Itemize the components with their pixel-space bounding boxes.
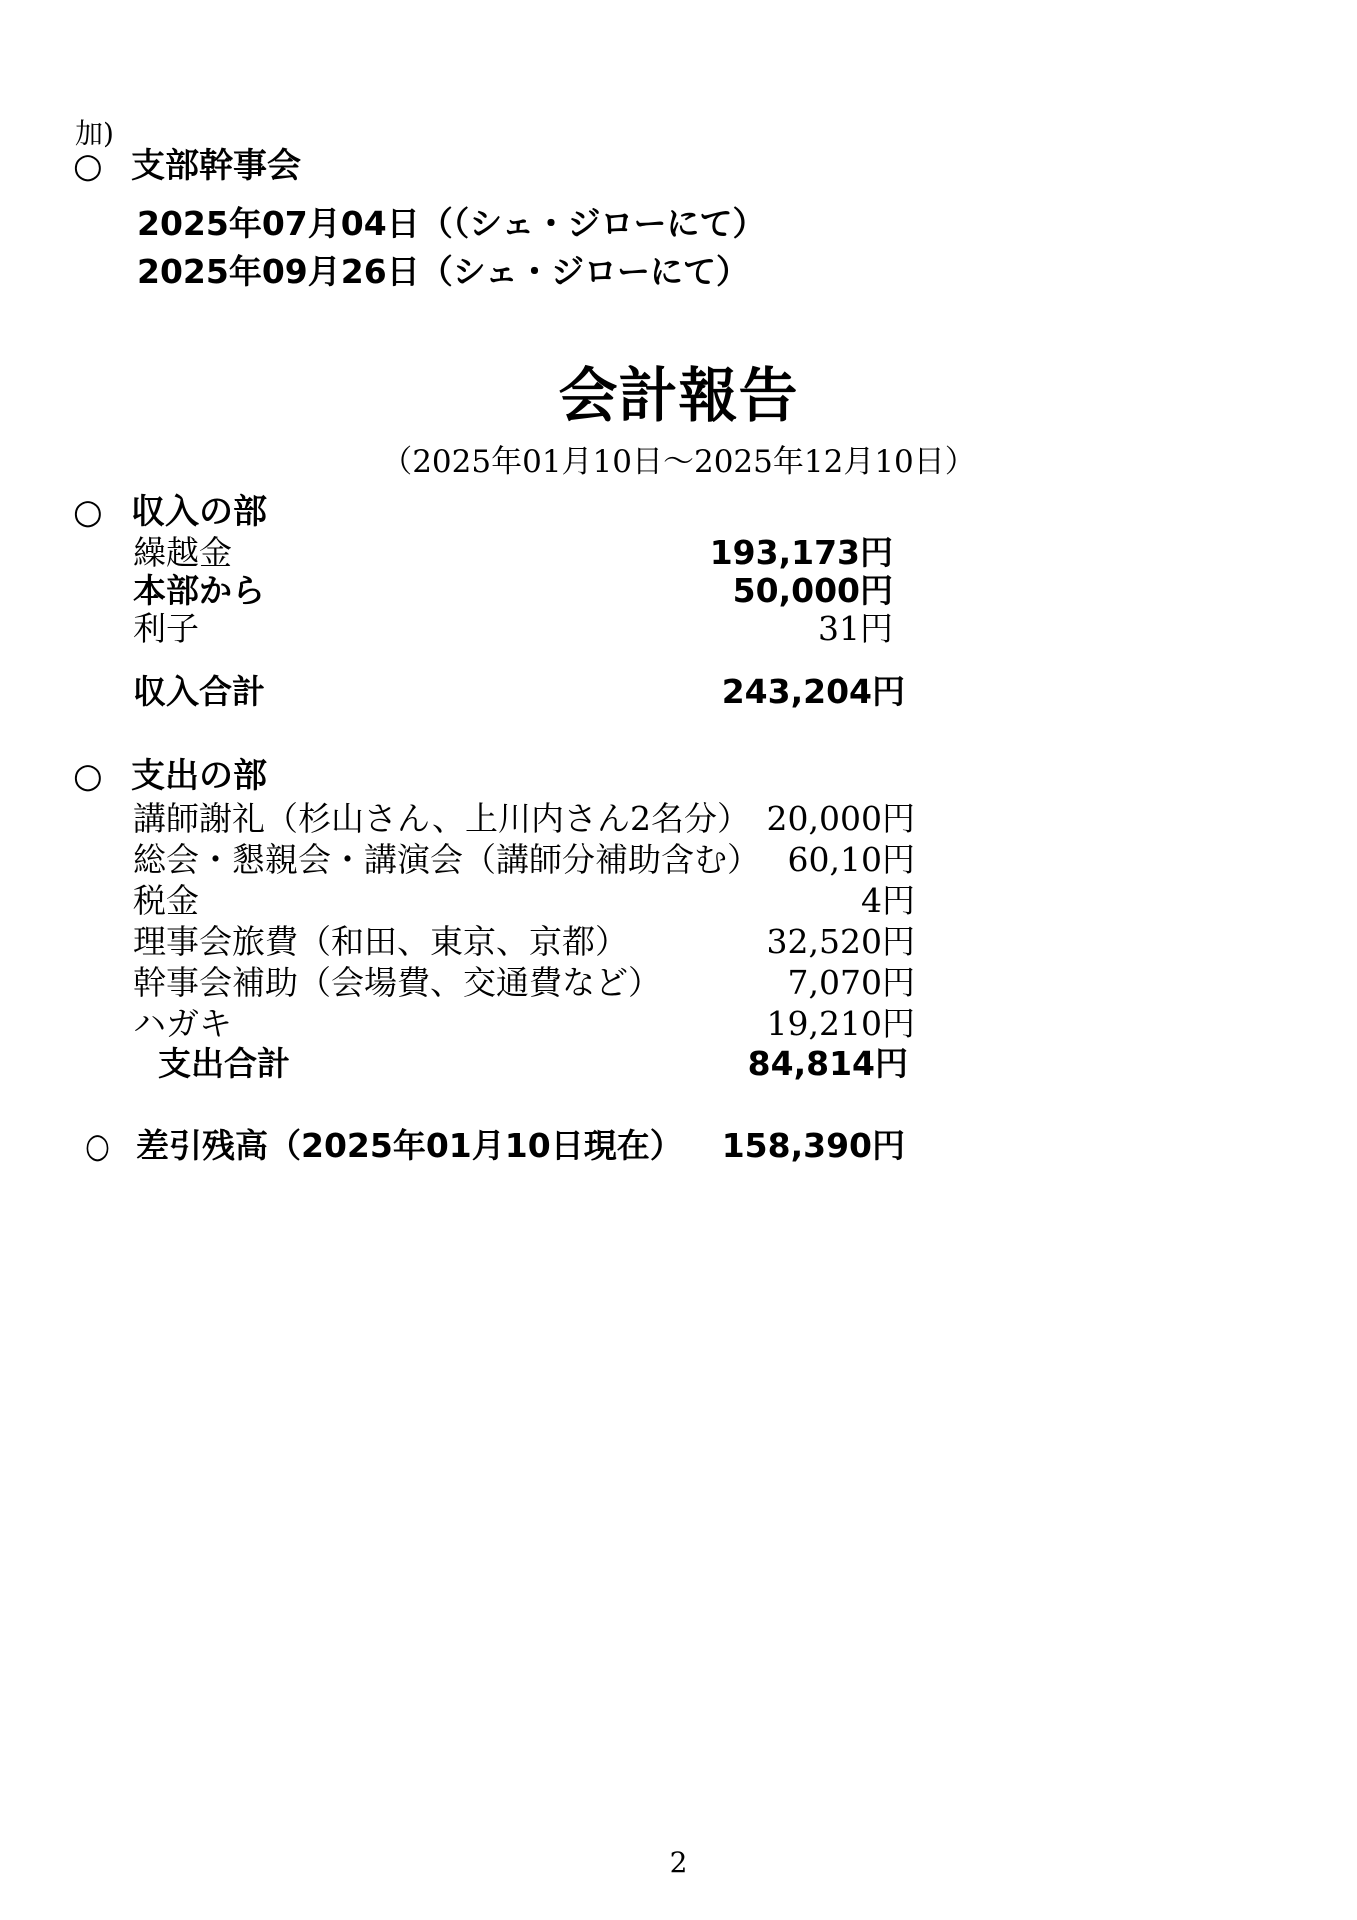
expense-row — [133, 798, 915, 839]
expense-section-heading — [73, 756, 903, 796]
bullet-circle-icon: ○ — [73, 492, 103, 532]
income-row — [133, 534, 893, 572]
bullet-circle-icon: ○ — [73, 146, 103, 186]
row-value: 19,210円 — [766, 1004, 915, 1043]
total-value: 243,204円 — [721, 672, 905, 711]
report-period: （2025年01月10日～2025年12月10日） — [381, 444, 976, 480]
expense-row — [133, 880, 915, 921]
income-row — [133, 572, 893, 610]
income-section-heading — [73, 492, 903, 532]
row-label: ハガキ — [133, 1004, 232, 1043]
row-value: 20,000円 — [766, 799, 915, 838]
bullet-circle-icon: ○ — [85, 1126, 110, 1166]
expense-row — [133, 921, 915, 962]
expense-heading: 支出の部 — [131, 756, 267, 796]
balance-row — [85, 1126, 905, 1166]
row-value: 60,10円 — [787, 840, 915, 879]
meeting-heading-row — [73, 146, 903, 186]
row-label: 本部から — [133, 571, 265, 610]
meeting-date: 2025年07月04日（（シェ・ジローにて） — [137, 204, 766, 243]
row-value: 50,000円 — [732, 571, 893, 610]
income-row — [133, 610, 893, 648]
expense-row — [133, 839, 915, 880]
row-label: 幹事会補助（会場費、交通費など） — [133, 963, 661, 1002]
income-rows — [133, 534, 893, 648]
row-label: 繰越金 — [133, 533, 232, 572]
total-value: 84,814円 — [747, 1044, 908, 1083]
expense-total — [158, 1044, 908, 1084]
income-total — [133, 672, 905, 712]
row-label: 理事会旅費（和田、東京、京都） — [133, 922, 628, 961]
page-number: 2 — [669, 1846, 688, 1879]
total-label: 収入合計 — [133, 672, 265, 711]
meeting-date: 2025年09月26日（シェ・ジローにて） — [137, 252, 750, 291]
expense-total-row — [158, 1044, 908, 1084]
row-value: 7,070円 — [787, 963, 915, 1002]
expense-heading-row — [73, 756, 903, 796]
report-title: 会計報告 — [558, 361, 799, 430]
text-fragment: 加) — [75, 117, 114, 150]
expense-rows — [133, 798, 915, 1044]
row-label: 講師謝礼（杉山さん、上川内さん2名分） — [133, 799, 750, 838]
row-label: 総会・懇親会・講演会（講師分補助含む） — [133, 840, 760, 879]
balance-value: 158,390円 — [721, 1126, 905, 1165]
total-label: 支出合計 — [158, 1044, 290, 1083]
bullet-circle-icon: ○ — [73, 756, 103, 796]
income-heading: 収入の部 — [131, 492, 267, 532]
income-total-row — [133, 672, 905, 712]
meeting-heading: 支部幹事会 — [131, 146, 301, 186]
row-label: 税金 — [133, 881, 199, 920]
row-value: 31円 — [818, 609, 893, 648]
row-label: 利子 — [133, 609, 199, 648]
meeting-section — [73, 146, 903, 186]
row-value: 193,173円 — [709, 533, 893, 572]
row-value: 32,520円 — [766, 922, 915, 961]
expense-row — [133, 1003, 915, 1044]
income-heading-row — [73, 492, 903, 532]
expense-row — [133, 962, 915, 1003]
row-value: 4円 — [861, 881, 915, 920]
balance-section — [85, 1126, 905, 1166]
balance-label: 差引残高（2025年01月10日現在） — [136, 1126, 683, 1165]
